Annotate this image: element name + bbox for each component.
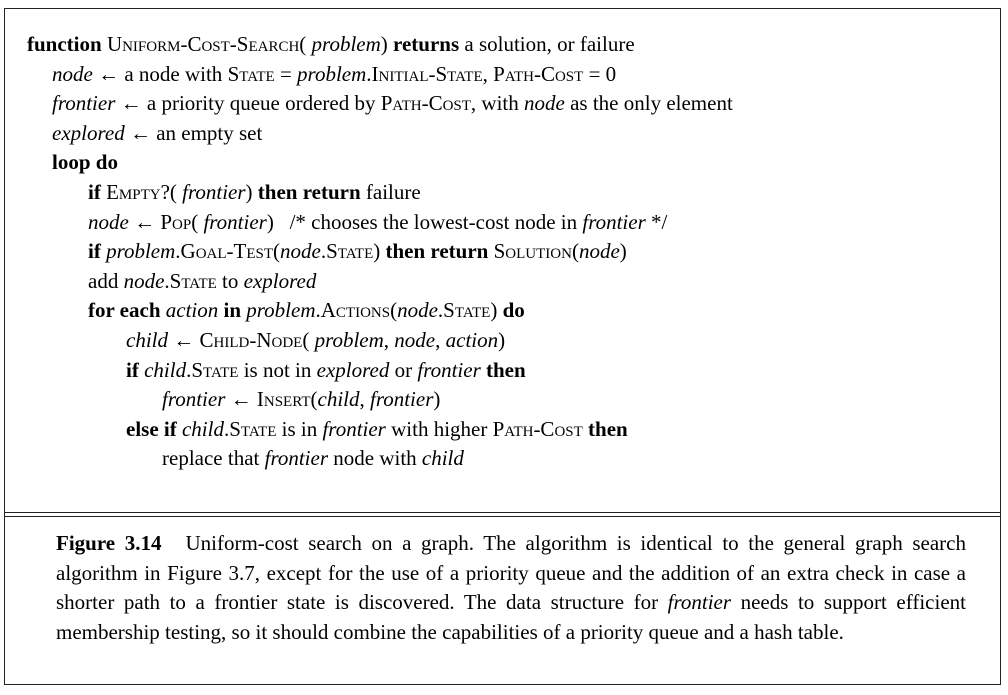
variable: problem: [106, 239, 176, 264]
pseudocode-line: [88, 268, 316, 294]
function-name: Initial-State: [371, 61, 483, 86]
function-name: Pop: [160, 209, 192, 234]
text: replace that: [162, 446, 265, 471]
variable: node: [397, 298, 438, 323]
function-name: Uniform-Cost-Search: [106, 32, 300, 56]
pseudocode-line: [126, 416, 628, 442]
text: .: [437, 298, 444, 323]
text: is not in: [238, 357, 317, 382]
variable: frontier: [162, 387, 226, 412]
text: ): [433, 387, 441, 412]
text: with higher: [385, 416, 493, 441]
caption-text: Uniform-cost search on a graph. The algorithm is identical to the general graph search algorithm in Figure 3.7, except for the use of a priority queue and the addition of an extra check in case a shorter path to a frontier state is discovered. The data structure for: [56, 531, 966, 615]
variable: frontier: [182, 180, 246, 204]
text: , with: [470, 91, 525, 116]
variable: problem: [311, 32, 381, 56]
keyword: loop do: [52, 150, 118, 175]
text: ): [373, 239, 386, 264]
function-name: State: [229, 416, 277, 441]
text: (: [571, 239, 579, 264]
variable: child: [421, 446, 464, 471]
function-name: Insert: [256, 387, 311, 412]
variable: child: [181, 416, 224, 441]
keyword: then: [582, 416, 628, 441]
text: ←: [128, 209, 161, 234]
keyword: then return: [385, 239, 494, 264]
text: (: [390, 298, 398, 323]
text: ): [245, 180, 258, 204]
text: ← a priority queue ordered by: [115, 91, 381, 116]
keyword: if: [88, 180, 107, 204]
variable: frontier: [370, 387, 434, 412]
text: */: [645, 209, 668, 234]
pseudocode-line: [126, 327, 505, 353]
text: ← an empty set: [124, 120, 263, 145]
text: ,: [435, 328, 446, 352]
keyword: function: [27, 32, 107, 56]
text: ) /* chooses the lowest-cost node in: [266, 209, 583, 234]
pseudocode-line: [27, 31, 635, 57]
variable: problem: [297, 61, 367, 86]
text: a solution, or failure: [459, 32, 635, 56]
variable: explored: [52, 120, 125, 145]
text: to: [216, 268, 244, 293]
text: (: [310, 387, 318, 412]
text: (: [302, 328, 315, 352]
keyword: then: [480, 357, 526, 382]
function-name: State: [169, 268, 217, 293]
text: (: [299, 32, 312, 56]
variable: child: [317, 387, 360, 412]
text: ←: [225, 387, 257, 412]
text: .: [186, 357, 192, 382]
text: ): [490, 298, 503, 323]
keyword: else if: [126, 416, 182, 441]
figure-label: Figure 3.14: [56, 531, 162, 555]
pseudocode-line: [162, 445, 464, 471]
text: .: [366, 61, 372, 86]
variable: node: [578, 239, 620, 264]
text: failure: [360, 180, 421, 204]
text: .: [164, 268, 170, 293]
pseudocode-line: [88, 297, 525, 323]
keyword: if: [126, 357, 145, 382]
pseudocode-line: [52, 149, 118, 175]
text: ← a node with: [92, 61, 228, 86]
variable: action: [165, 298, 219, 323]
text: ,: [359, 387, 370, 412]
function-name: Path-Cost: [380, 91, 471, 116]
text: ): [498, 328, 506, 352]
variable: node: [280, 239, 321, 264]
text: = 0: [583, 61, 617, 86]
caption-italic-term: frontier: [667, 590, 732, 615]
variable: node: [524, 91, 565, 116]
text: (: [191, 209, 204, 234]
variable: explored: [243, 268, 317, 293]
text: node with: [328, 446, 422, 471]
variable: frontier: [264, 446, 328, 471]
keyword: for each: [88, 298, 166, 323]
function-name: State: [443, 298, 491, 323]
function-name: Empty?: [106, 180, 170, 204]
text: (: [273, 239, 281, 264]
text: ,: [383, 328, 395, 352]
text: as the only element: [564, 91, 733, 116]
keyword: if: [88, 239, 107, 264]
keyword: then return: [257, 180, 361, 204]
function-name: Path-Cost: [492, 416, 583, 441]
variable: child: [126, 328, 168, 352]
function-name: Path-Cost: [493, 61, 584, 86]
function-name: State: [227, 61, 275, 86]
function-name: Solution: [493, 239, 572, 264]
variable: frontier: [417, 357, 481, 382]
text: (: [169, 180, 183, 204]
pseudocode-line: [162, 386, 440, 412]
variable: problem: [246, 298, 316, 323]
text: ): [619, 239, 627, 264]
variable: frontier: [52, 91, 116, 116]
variable: node: [52, 61, 93, 86]
variable: node: [88, 209, 129, 234]
text: ): [380, 32, 394, 56]
text: or: [389, 357, 418, 382]
variable: explored: [316, 357, 390, 382]
variable: action: [445, 328, 499, 352]
text: .: [223, 416, 230, 441]
keyword: returns: [393, 32, 460, 56]
function-name: State: [191, 357, 239, 382]
variable: node: [123, 268, 165, 293]
figure-caption: [56, 529, 966, 647]
pseudocode-line: [88, 209, 667, 235]
variable: frontier: [322, 416, 386, 441]
pseudocode-line: [52, 90, 733, 116]
variable: problem: [314, 328, 384, 352]
function-name: Actions: [320, 298, 391, 323]
text: add: [88, 268, 124, 293]
pseudocode-line: [52, 120, 262, 146]
caption-text-end: needs to support efficient membership testing, so it should combine the capabilities of a priority queue and a hash table.: [56, 590, 966, 644]
pseudocode-line: [52, 61, 616, 87]
algorithm-figure-box: [4, 8, 1001, 685]
function-name: Goal-Test: [180, 239, 274, 264]
function-name: Child-Node: [199, 328, 303, 352]
variable: child: [144, 357, 187, 382]
pseudocode-line: [88, 238, 627, 264]
variable: frontier: [203, 209, 267, 234]
text: ,: [482, 61, 494, 86]
variable: frontier: [582, 209, 646, 234]
text: is in: [276, 416, 323, 441]
pseudocode-line: [126, 357, 526, 383]
pseudocode-line: [88, 179, 421, 205]
text: ←: [168, 328, 200, 352]
text: .: [320, 239, 327, 264]
function-name: State: [326, 239, 374, 264]
keyword: in: [218, 298, 247, 323]
keyword: do: [502, 298, 525, 323]
variable: node: [394, 328, 436, 352]
text: .: [315, 298, 321, 323]
double-rule-divider: [5, 512, 1000, 517]
text: .: [175, 239, 181, 264]
text: =: [274, 61, 298, 86]
